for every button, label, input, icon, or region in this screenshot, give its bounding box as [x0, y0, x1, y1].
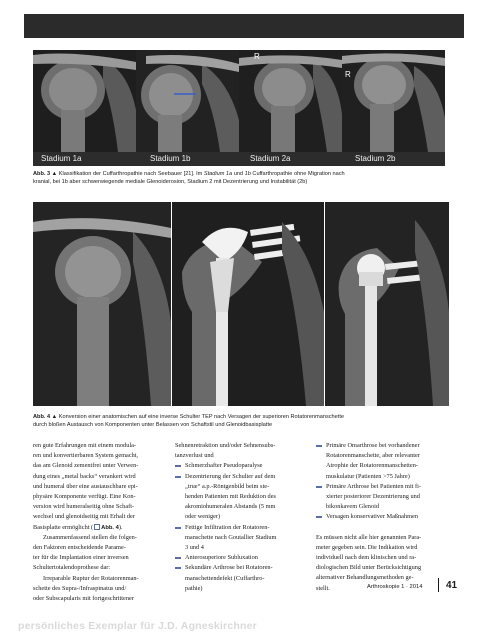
text-line: das am Glenoid zementfrei unter Verwen-	[33, 462, 139, 470]
xray-anatomic-tep-image	[172, 202, 324, 406]
figure-reference-icon	[94, 524, 100, 530]
text-line: meter gegeben sein. Die Indikation wird	[316, 543, 418, 551]
text-line: Irreparable Ruptur der Rotatorenman-	[43, 574, 139, 582]
r-mark: R	[254, 52, 260, 61]
caption-text: und	[232, 171, 245, 177]
caption-text: kranial, bei 1b aber schwerwiegende mediale Glenoiderosion, Stadium 2 mit Dezentrierung und Instabilität (2b)	[33, 179, 308, 185]
xray-stadium-2b	[342, 50, 445, 152]
caption-label: Abb. 4 ▲	[33, 414, 58, 420]
text-line: diologischen Bild unter Berücksichtigung	[316, 564, 422, 572]
text-fragment: Basisplatte ermöglicht (	[33, 523, 94, 531]
caption-text: Cuffarthropathie ohne Migration nach	[250, 171, 345, 177]
watermark: persönliches Exemplar für J.D. Agneskirchner	[18, 620, 257, 632]
text-line: pathie)	[185, 584, 203, 592]
list-item	[175, 472, 310, 523]
list-item	[316, 482, 456, 513]
header-bar	[24, 14, 464, 38]
text-line: physäre Komponente verfügt. Eine Kon-	[33, 493, 136, 501]
list-item	[175, 553, 310, 563]
text-line: dung eines „metal backs“ verankert wird	[33, 472, 136, 480]
text-line: schette des Supra-/Infraspinatus und/	[33, 584, 127, 592]
paragraph	[33, 533, 163, 543]
text-line: ren und konvertierbaren System gemacht,	[33, 452, 139, 460]
text-line: ter für die Implantation einer inversen	[33, 554, 129, 562]
text-line: alternativer Behandlungsmethoden ge-	[316, 574, 414, 582]
text-line: stellt.	[316, 584, 330, 592]
text-line: xierter posteriorer Dezentrierung und	[326, 493, 420, 501]
stage-label: Stadium 1b	[150, 154, 191, 163]
caption-text: Konversion einer anatomischen auf eine inverse Schulter TEP nach Versagen der superioren Rotatorenmanschette	[57, 414, 344, 420]
xray-stadium-2b-image	[342, 50, 445, 152]
text-line: Atrophie der Rotatorenmanschetten-	[326, 462, 418, 470]
bullet-list	[316, 441, 456, 523]
list-item	[175, 461, 310, 471]
text-line: version wird humeralseitig ohne Schaft-	[33, 503, 135, 511]
bullet-list	[175, 461, 310, 594]
list-item	[316, 441, 456, 482]
xray-stadium-2a-image	[239, 50, 342, 152]
list-item	[175, 563, 310, 594]
xray-stadium-1b-image	[136, 50, 239, 152]
text-line: „true“ a.p.-Röntgenbild beim ste-	[185, 482, 270, 490]
caption-text: durch bloßen Austausch von Komponenten unter Belassen von Schaftstil und Glenoidbasisplatte	[33, 422, 273, 428]
text-line: ren gute Erfahrungen mit einem modula-	[33, 442, 136, 449]
text-line: tanzverlust und	[175, 452, 214, 460]
figure-reference-link[interactable]: Abb. 4	[101, 524, 119, 531]
figure3-label-strip	[33, 152, 445, 166]
r-mark: R	[345, 70, 351, 79]
text-line: oder Subscapularis mit fortgeschrittener	[33, 595, 134, 603]
text-column-2	[175, 441, 310, 594]
xray-stadium-1b	[136, 50, 239, 152]
text-line: Sekundäre Arthrose bei Rotatoren-	[185, 564, 273, 572]
journal-footer: Arthroskopie 1 · 2014	[367, 584, 423, 590]
xray-inverse-tep-image	[325, 202, 449, 406]
stage-label: Stadium 2a	[250, 154, 291, 163]
text-line: und humeral über eine austauschbare epi-	[33, 482, 138, 490]
caption-text: Klassifikation der Cuffarthropathie nach Seebauer [21]. Im	[57, 171, 204, 177]
text-line: Rotatorenmanschette, aber relevanter	[326, 452, 420, 460]
stage-label: Stadium 2b	[355, 154, 396, 163]
figure3-caption	[33, 170, 448, 186]
text-line: bikonkavem Glenoid	[326, 503, 379, 511]
text-line: wechsel und glenoidseitig mit Erhalt der	[33, 513, 135, 521]
text-line: individuell nach dem klinischen und ra-	[316, 554, 417, 562]
list-item	[316, 512, 456, 522]
xray-stadium-1a	[33, 50, 136, 152]
text-line: Es müssen nicht alle hier genannten Para-	[316, 533, 422, 541]
paragraph	[33, 543, 163, 604]
text-line: manschette nach Goutallier Stadium	[185, 533, 277, 541]
xray-stadium-2a	[239, 50, 342, 152]
text-line: Dezentrierung der Schulter auf dem	[185, 472, 276, 480]
caption-label: Abb. 3 ▲	[33, 171, 58, 177]
page-number: 41	[446, 580, 458, 591]
text-line: Schultertotalendoprothese dar:	[33, 564, 111, 572]
xray-anatomic-shoulder	[33, 202, 171, 406]
text-column-3	[316, 441, 456, 594]
text-line: Fettige Infiltration der Rotatoren-	[185, 523, 270, 531]
text-line: Anterosuperiore Subluxation	[185, 554, 258, 562]
text-line: manschettendefekt (Cuffarthro-	[185, 574, 265, 582]
footer-divider	[438, 578, 439, 592]
text-line: muskulatur (Patienten >75 Jahre)	[326, 472, 410, 480]
xray-anatomic-image	[33, 202, 171, 406]
xray-anatomic-tep	[172, 202, 324, 406]
stage-label: Stadium 1a	[41, 154, 82, 163]
text-line	[33, 523, 163, 533]
text-line: Sehnenretraktion und/oder Sehnensubs-	[175, 442, 276, 449]
text-column-1	[33, 441, 163, 604]
text-line: Zusammenfassend stellen die folgen-	[43, 533, 137, 541]
text-line: 3 und 4	[185, 544, 204, 552]
text-line: Primäre Arthrose bei Patienten mit fi-	[326, 482, 421, 490]
text-line: akromiohumeralen Abstands (5 mm	[185, 503, 276, 511]
text-line: oder weniger)	[185, 513, 221, 521]
text-fragment: ).	[118, 523, 123, 531]
text-line: henden Patienten mit Reduktion des	[185, 493, 276, 501]
xray-inverse-tep	[325, 202, 449, 406]
text-line: Primäre Omarthrose bei vorhandener	[326, 442, 420, 449]
xray-stadium-1a-image	[33, 50, 136, 152]
text-line: Versagen konservativer Maßnahmen	[326, 513, 418, 521]
text-line: den Faktoren entscheidende Parame-	[33, 544, 126, 552]
figure4-caption	[33, 413, 448, 429]
list-item	[175, 523, 310, 554]
paragraph	[33, 441, 163, 533]
caption-italic: Stadium 1a	[203, 171, 233, 177]
caption-italic: 1b	[244, 171, 251, 177]
text-line: Schmerzhafter Pseudoparalyse	[185, 462, 263, 470]
